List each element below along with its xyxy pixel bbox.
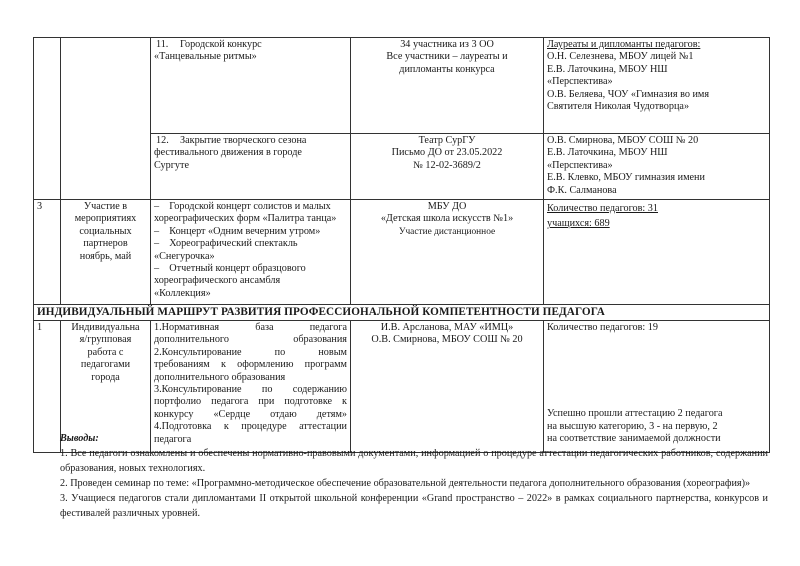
- conclusion-item: 2. Проведен семинар по теме: «Программно-методическое обеспечение образовательной деятельности педагога дополнительного образования (хореография)»: [60, 478, 751, 490]
- result-heading: Лауреаты и дипломанты педагогов:: [547, 39, 701, 50]
- list-item: – Отчетный концерт образцового: [154, 263, 306, 275]
- event-cell: 11. Городской конкурс «Танцевальные ритмы»: [151, 38, 351, 134]
- row-title-cell: [61, 38, 151, 200]
- event-cell: 12. Закрытие творческого сезона фестивального движения в городе Сургуте: [151, 134, 351, 200]
- section-heading: ИНДИВИДУАЛЬНЫЙ МАРШРУТ РАЗВИТИЯ ПРОФЕССИОНАЛЬНОЙ КОМПЕТЕНТНОСТИ ПЕДАГОГА: [34, 305, 770, 321]
- conclusion-item: 3. Учащиеся педагогов стали дипломантами II открытой школьной конференции «Grand пространство – 2022» в рамках социального партнерства, конкурсов и фестивалей различных уровней.: [60, 493, 768, 520]
- location-cell: МБУ ДО «Детская школа искусств №1» Участие дистанционное: [351, 200, 544, 305]
- document-page: [33, 37, 769, 453]
- table-row: [34, 38, 770, 134]
- list-item: – Концерт «Одним вечерним утром»: [154, 225, 321, 237]
- row-title-cell: Участие в мероприятиях социальных партнеров ноябрь, май: [61, 200, 151, 305]
- list-item: – Городской концерт солистов и малых: [154, 201, 331, 212]
- row-number-cell: 3: [34, 200, 61, 305]
- location-cell: 34 участника из 3 ОО Все участники – лауреаты и дипломанты конкурса: [351, 38, 544, 134]
- conclusion-item: 1. Все педагоги ознакомлены и обеспечены нормативно-правовыми документами, информацией о процедуре аттестации педагогических работников, содержании образования, новых технологиях.: [60, 448, 768, 475]
- activities-table: [33, 37, 770, 453]
- content-cell: 1.Нормативная база педагога дополнительного образования 2.Консультирование по новым требованиям к оформлению программ дополнительного образования 3.Консультирование по содержанию портфолио педагога при подготовке к конкурсу «Сердце отдаю детям» 4.Подготовка к процедуре аттестации педагога: [151, 321, 351, 453]
- row-title-cell: Индивидуальна я/групповая работа с педагогами города: [61, 321, 151, 453]
- result-cell: Лауреаты и дипломанты педагогов: О.Н. Селезнева, МБОУ лицей №1 Е.В. Латочкина, МБОУ НШ «Перспектива» О.В. Беляева, ЧОУ «Гимназия во имя Святителя Николая Чудотворца»: [544, 38, 770, 134]
- responsible-cell: И.В. Арсланова, МАУ «ИМЦ» О.В. Смирнова, МБОУ СОШ № 20: [351, 321, 544, 453]
- conclusions-section: [60, 431, 768, 522]
- result-cell: Количество педагогов: 31 учащихся: 689: [544, 200, 770, 305]
- list-item: – Хореографический спектакль: [154, 238, 298, 250]
- conclusions-title: Выводы:: [60, 433, 99, 444]
- table-row: [34, 200, 770, 305]
- row-number-cell: 1: [34, 321, 61, 453]
- result-cell: О.В. Смирнова, МБОУ СОШ № 20 Е.В. Латочкина, МБОУ НШ «Перспектива» Е.В. Клевко, МБОУ гимназия имени Ф.К. Салманова: [544, 134, 770, 200]
- section-heading-row: [34, 305, 770, 321]
- event-list-cell: – Городской концерт солистов и малых хореографических форм «Палитра танца» – Концерт «Одним вечерним утром» – Хореографический спектакль «Снегурочка» – Отчетный концерт образцового хореографического ансамбля «Коллекция»: [151, 200, 351, 305]
- result-cell: Количество педагогов: 19 Успешно прошли аттестацию 2 педагога на высшую категорию, 3 - на первую, 2 на соответствие занимаемой должности: [544, 321, 770, 453]
- row-number-cell: [34, 38, 61, 200]
- location-cell: Театр СурГУ Письмо ДО от 23.05.2022 № 12-02-3689/2: [351, 134, 544, 200]
